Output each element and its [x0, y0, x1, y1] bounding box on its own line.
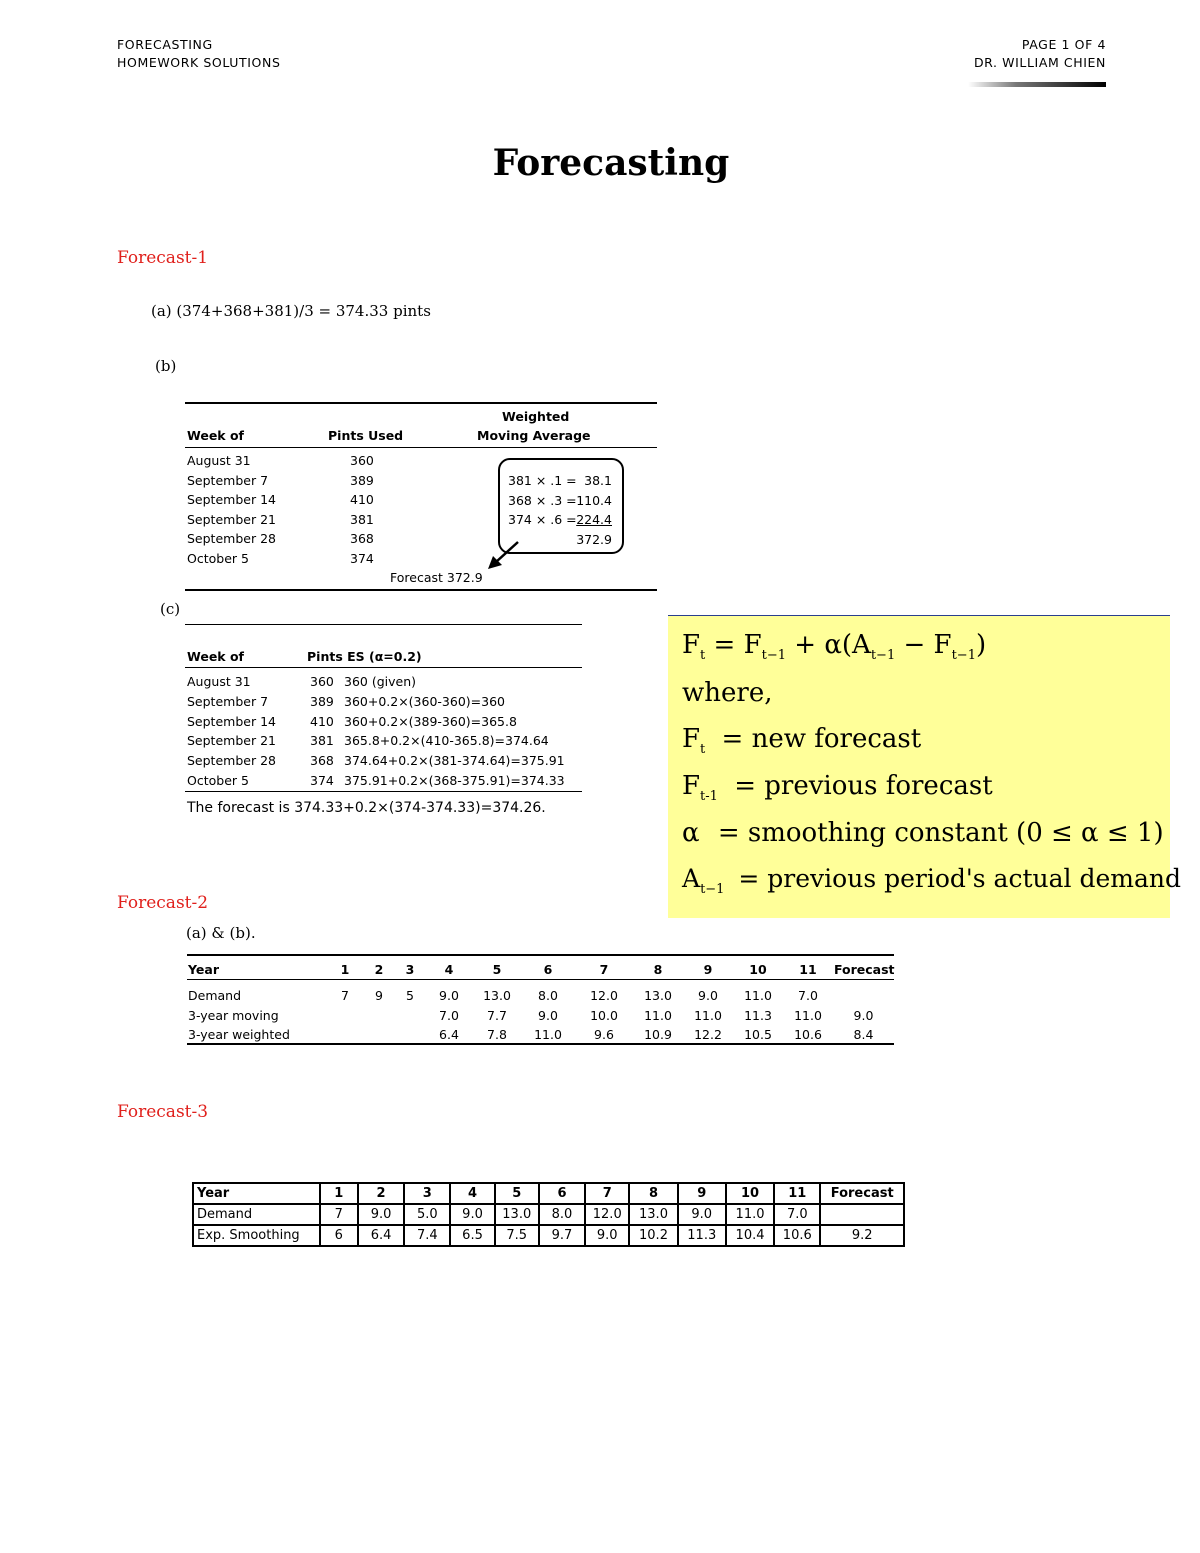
f2-table-top-rule: [187, 954, 894, 956]
wma-table-header-rule: [185, 447, 657, 448]
es-pints-column: [310, 672, 334, 791]
table-cell: 6: [320, 1225, 358, 1246]
section-heading-forecast-1: Forecast-1: [117, 248, 209, 268]
table-cell: 12.0: [590, 988, 618, 1004]
table-row: [187, 1025, 894, 1045]
table-cell: 5: [492, 961, 502, 977]
table-cell: 7.7: [487, 1007, 507, 1023]
table-cell: 1: [340, 961, 350, 977]
wma-calc-values: [560, 471, 612, 549]
page-title: Forecasting: [492, 142, 730, 184]
table-cell: 8: [629, 1183, 677, 1204]
table-cell: 11: [774, 1183, 820, 1204]
table-cell: 8.4: [853, 1027, 874, 1043]
section-heading-forecast-3: Forecast-3: [117, 1102, 209, 1122]
table-cell: [820, 1204, 904, 1225]
table-cell: 8.0: [538, 988, 558, 1004]
table-row: October 5: [187, 772, 249, 788]
table-row: September 14: [187, 713, 276, 729]
table-cell: 410: [350, 492, 374, 507]
table-cell: 9.0: [450, 1204, 494, 1225]
table-cell: 1: [320, 1183, 358, 1204]
forecast-2-table: [187, 958, 894, 1045]
es-header-week: Week of: [187, 649, 244, 664]
f1-part-b-label: (b): [155, 357, 177, 375]
table-cell: 10.9: [644, 1027, 672, 1043]
table-cell: 13.0: [483, 988, 511, 1004]
table-cell: 7: [585, 1183, 629, 1204]
table-cell: 13.0: [629, 1204, 677, 1225]
table-cell: 4: [450, 1183, 494, 1204]
table-cell: 10.5: [744, 1027, 772, 1043]
es-table-bottom-rule: [185, 791, 582, 792]
table-cell: 11.0: [694, 1007, 722, 1023]
table-cell: 410: [310, 713, 334, 729]
wma-table-top-rule: [185, 402, 657, 404]
wma-header-pints: Pints Used: [328, 428, 404, 443]
table-cell: 4: [444, 961, 454, 977]
table-header-row: [187, 958, 894, 980]
f2-subheading: (a) & (b).: [186, 924, 256, 942]
table-cell: 12.2: [694, 1027, 722, 1043]
table-cell: 10.2: [629, 1225, 677, 1246]
table-cell: 7: [341, 988, 349, 1004]
table-cell: 10.0: [590, 1007, 618, 1023]
table-cell: 5: [406, 988, 414, 1004]
table-cell: 389: [350, 472, 374, 488]
table-cell: 8.0: [539, 1204, 585, 1225]
table-cell: 9.0: [678, 1204, 726, 1225]
table-cell: 389: [310, 693, 334, 709]
table-cell: 7.5: [495, 1225, 539, 1246]
table-cell: 10.6: [774, 1225, 820, 1246]
table-cell: 368: [350, 531, 374, 546]
table-cell: [395, 1025, 425, 1045]
table-cell: [327, 1006, 363, 1026]
table-row: September 7: [187, 693, 269, 709]
table-cell: 11.0: [794, 1007, 822, 1023]
table-cell: 11.0: [644, 1007, 672, 1023]
es-table-header-rule: [185, 667, 582, 668]
table-cell: Forecast: [820, 1183, 904, 1204]
table-cell: 7: [599, 961, 609, 977]
es-calc-column: [344, 672, 565, 791]
table-cell: 3-year moving: [188, 1007, 279, 1023]
wma-calc-value: 224.4: [576, 512, 612, 527]
header-left: [117, 36, 281, 72]
table-cell: 381: [310, 733, 334, 749]
table-cell: 6.5: [450, 1225, 494, 1246]
table-row: September 21: [187, 511, 276, 527]
table-cell: 9.2: [820, 1225, 904, 1246]
wma-header-moving-average: Moving Average: [477, 428, 591, 443]
table-cell: 360 (given): [344, 674, 417, 689]
table-cell: 11.0: [726, 1204, 774, 1225]
table-row: October 5: [187, 550, 249, 566]
table-row: September 28: [187, 753, 276, 769]
table-cell: 5.0: [404, 1204, 450, 1225]
table-row: September 21: [187, 733, 276, 749]
wma-header-week: Week of: [187, 428, 244, 443]
wma-calc-line: 374 × .6 =: [508, 512, 577, 527]
formula-def-alpha: α = smoothing constant (0 ≤ α ≤ 1): [682, 818, 1164, 848]
formula-def-new-forecast: $F_t$ = new forecast: [682, 724, 922, 758]
table-cell: 368: [310, 753, 334, 769]
formula-def-actual-demand: $A_{t-1}$ = previous period's actual demand: [682, 864, 1181, 897]
table-row: [187, 986, 894, 1006]
table-row: August 31: [187, 453, 251, 468]
arrow-icon: [484, 538, 524, 572]
table-cell: 375.91+0.2×(368-375.91)=374.33: [344, 772, 565, 788]
es-week-column: [187, 672, 276, 791]
wma-forecast: Forecast 372.9: [390, 570, 483, 585]
table-cell: 9.0: [358, 1204, 404, 1225]
table-cell: 381: [350, 511, 374, 527]
header-page: PAGE 1 OF 4: [1021, 37, 1106, 52]
wma-calc-value: 38.1: [584, 473, 612, 488]
formula-where: where,: [682, 678, 773, 708]
header-author: DR. WILLIAM CHIEN: [973, 55, 1106, 70]
wma-calc-line: 368 × .3 =: [508, 492, 577, 508]
table-cell: [363, 1006, 395, 1026]
table-cell: [327, 1025, 363, 1045]
table-row: [187, 1006, 894, 1026]
table-cell: 7.0: [774, 1204, 820, 1225]
table-cell: 9.0: [585, 1225, 629, 1246]
table-row: August 31: [187, 674, 251, 689]
table-cell: 9.6: [594, 1027, 614, 1043]
table-cell: [363, 1025, 395, 1045]
table-cell: 7: [320, 1204, 358, 1225]
table-cell: 374.64+0.2×(381-374.64)=375.91: [344, 753, 565, 769]
es-conclusion: The forecast is 374.33+0.2×(374-374.33)=374.26.: [187, 800, 546, 816]
table-cell: 8: [653, 961, 663, 977]
table-cell: 9.0: [439, 988, 459, 1004]
table-cell: 6: [543, 961, 553, 977]
header-subtitle: HOMEWORK SOLUTIONS: [117, 55, 281, 70]
table-cell: 9.0: [538, 1007, 558, 1023]
table-cell: 9: [678, 1183, 726, 1204]
es-table-top-rule: [185, 624, 582, 625]
table-cell: 3-year weighted: [188, 1027, 290, 1043]
table-cell: 10.4: [726, 1225, 774, 1246]
section-heading-forecast-2: Forecast-2: [117, 893, 209, 913]
table-row: [193, 1204, 904, 1225]
table-cell: 374: [350, 550, 374, 566]
table-cell: 3: [404, 1183, 450, 1204]
table-cell: 360: [350, 453, 374, 468]
table-cell: [395, 1006, 425, 1026]
table-cell: 6: [539, 1183, 585, 1204]
wma-week-column: [187, 451, 276, 568]
table-cell: 10: [749, 961, 767, 977]
es-header-pints: Pints ES (α=0.2): [307, 649, 422, 664]
table-cell: 3: [405, 961, 415, 977]
table-cell: 13.0: [495, 1204, 539, 1225]
table-cell: 365.8+0.2×(410-365.8)=374.64: [344, 733, 549, 749]
formula-box: [668, 615, 1181, 918]
table-cell: 360+0.2×(360-360)=360: [344, 693, 505, 709]
f1-part-a: (a) (374+368+381)/3 = 374.33 pints: [151, 302, 431, 320]
table-row: September 28: [187, 531, 276, 546]
table-cell: Demand: [188, 988, 242, 1004]
table-cell: 9.0: [853, 1007, 874, 1023]
table-cell: 11.3: [678, 1225, 726, 1246]
table-cell: 11: [799, 961, 817, 977]
table-cell: 360: [310, 674, 334, 689]
wma-table-bottom-rule: [185, 589, 657, 591]
table-cell: 9: [375, 988, 383, 1004]
header-rule: [968, 82, 1106, 87]
table-cell: 6.4: [358, 1225, 404, 1246]
table-cell: 2: [374, 961, 384, 977]
table-cell: Exp. Smoothing: [193, 1225, 320, 1246]
table-row: September 14: [187, 492, 276, 507]
table-row: [193, 1225, 904, 1246]
wma-calc-value: 110.4: [576, 492, 612, 508]
table-cell: 11.0: [744, 988, 772, 1004]
table-cell: 10: [726, 1183, 774, 1204]
table-cell: 9.7: [539, 1225, 585, 1246]
wma-calc-line: 381 × .1 =: [508, 473, 577, 488]
forecast-3-table: [192, 1182, 905, 1247]
table-cell: 13.0: [644, 988, 672, 1004]
table-cell: 9.0: [698, 988, 718, 1004]
table-cell: 7.4: [404, 1225, 450, 1246]
table-cell: 5: [495, 1183, 539, 1204]
table-cell: Forecast: [834, 961, 895, 977]
table-cell: 6.4: [439, 1027, 459, 1043]
wma-pints-column: [350, 451, 374, 568]
wma-header-weighted: Weighted: [502, 409, 570, 424]
table-cell: 374: [310, 772, 334, 788]
table-cell: 7.0: [798, 988, 818, 1004]
table-cell: 10.6: [794, 1027, 822, 1043]
table-row: September 7: [187, 472, 269, 488]
table-cell: 2: [358, 1183, 404, 1204]
header-right: [974, 36, 1106, 72]
table-cell: 9: [703, 961, 713, 977]
table-cell: [833, 986, 894, 1006]
table-cell: 12.0: [585, 1204, 629, 1225]
table-cell: Demand: [193, 1204, 320, 1225]
formula-equation: $F_t = F_{t-1} + \alpha(A_{t-1} - F_{t-1})$: [682, 630, 987, 664]
table-cell: Year: [188, 961, 219, 977]
table-cell: 7.8: [487, 1027, 507, 1043]
wma-calc-total: 372.9: [576, 531, 612, 547]
table-cell: 7.0: [439, 1007, 459, 1023]
f1-part-c-label: (c): [160, 600, 181, 618]
table-cell: Year: [193, 1183, 320, 1204]
table-header-row: [193, 1183, 904, 1204]
table-cell: 11.0: [534, 1027, 562, 1043]
header-course: FORECASTING: [117, 37, 213, 52]
formula-def-previous-forecast: $F_{t-1}$ = previous forecast: [682, 771, 993, 805]
table-cell: 11.3: [744, 1007, 772, 1023]
table-cell: 360+0.2×(389-360)=365.8: [344, 713, 517, 729]
